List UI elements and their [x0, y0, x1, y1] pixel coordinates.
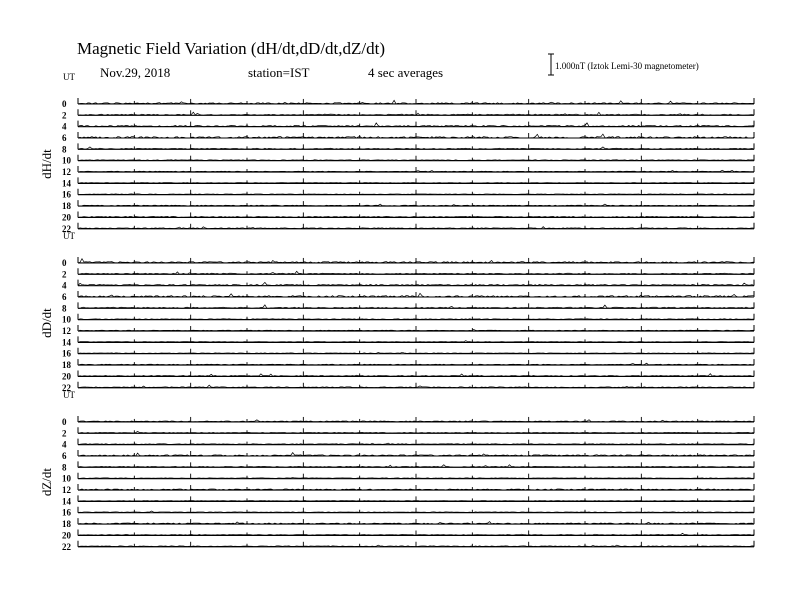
hour-label: 22: [62, 382, 71, 393]
hour-label: 10: [62, 155, 71, 166]
hour-label: 14: [62, 496, 71, 507]
hour-label: 22: [62, 223, 71, 234]
hour-label: 20: [62, 530, 71, 541]
hour-label: 10: [62, 473, 71, 484]
hour-label: 20: [62, 371, 71, 382]
hour-label: 18: [62, 360, 71, 371]
hour-label: 0: [62, 98, 67, 109]
hour-label: 18: [62, 201, 71, 212]
hour-label: 10: [62, 314, 71, 325]
hour-label: 6: [62, 450, 67, 461]
hour-label: 14: [62, 337, 71, 348]
ut-label: UT: [63, 72, 75, 82]
hour-label: 20: [62, 212, 71, 223]
hour-label: 2: [62, 428, 67, 439]
hour-label: 14: [62, 178, 71, 189]
hour-label: 16: [62, 348, 71, 359]
panel-1: [39, 72, 754, 234]
hour-label: 16: [62, 189, 71, 200]
scale-bar-label: 1.000nT (Iztok Lemi-30 magnetometer): [555, 61, 699, 71]
hour-label: 4: [62, 280, 67, 291]
panel-label: dZ/dt: [39, 468, 54, 497]
hour-label: 8: [62, 462, 67, 473]
hour-label: 8: [62, 144, 67, 155]
hour-label: 12: [62, 167, 71, 178]
hour-label: 2: [62, 269, 67, 280]
hour-label: 2: [62, 110, 67, 121]
hour-label: 0: [62, 257, 67, 268]
hour-label: 8: [62, 303, 67, 314]
station-label: station=IST: [248, 65, 310, 80]
scale-bar: [548, 54, 554, 75]
date-label: Nov.29, 2018: [100, 65, 171, 80]
hour-label: 18: [62, 519, 71, 530]
hour-label: 4: [62, 121, 67, 132]
ut-label: UT: [63, 390, 75, 400]
hour-label: 4: [62, 439, 67, 450]
hour-label: 12: [62, 485, 71, 496]
hour-label: 12: [62, 326, 71, 337]
hour-label: 0: [62, 416, 67, 427]
hour-label: 16: [62, 507, 71, 518]
panel-2: [39, 231, 754, 393]
averaging-label: 4 sec averages: [368, 65, 444, 80]
panel-3: [39, 390, 754, 552]
chart-title: Magnetic Field Variation (dH/dt,dD/dt,dZ/dt): [77, 39, 386, 58]
panel-label: dD/dt: [39, 308, 54, 338]
panels-group: [39, 72, 754, 552]
panel-label: dH/dt: [39, 149, 54, 179]
ut-label: UT: [63, 231, 75, 241]
hour-label: 6: [62, 132, 67, 143]
hour-label: 6: [62, 291, 67, 302]
hour-label: 22: [62, 541, 71, 552]
